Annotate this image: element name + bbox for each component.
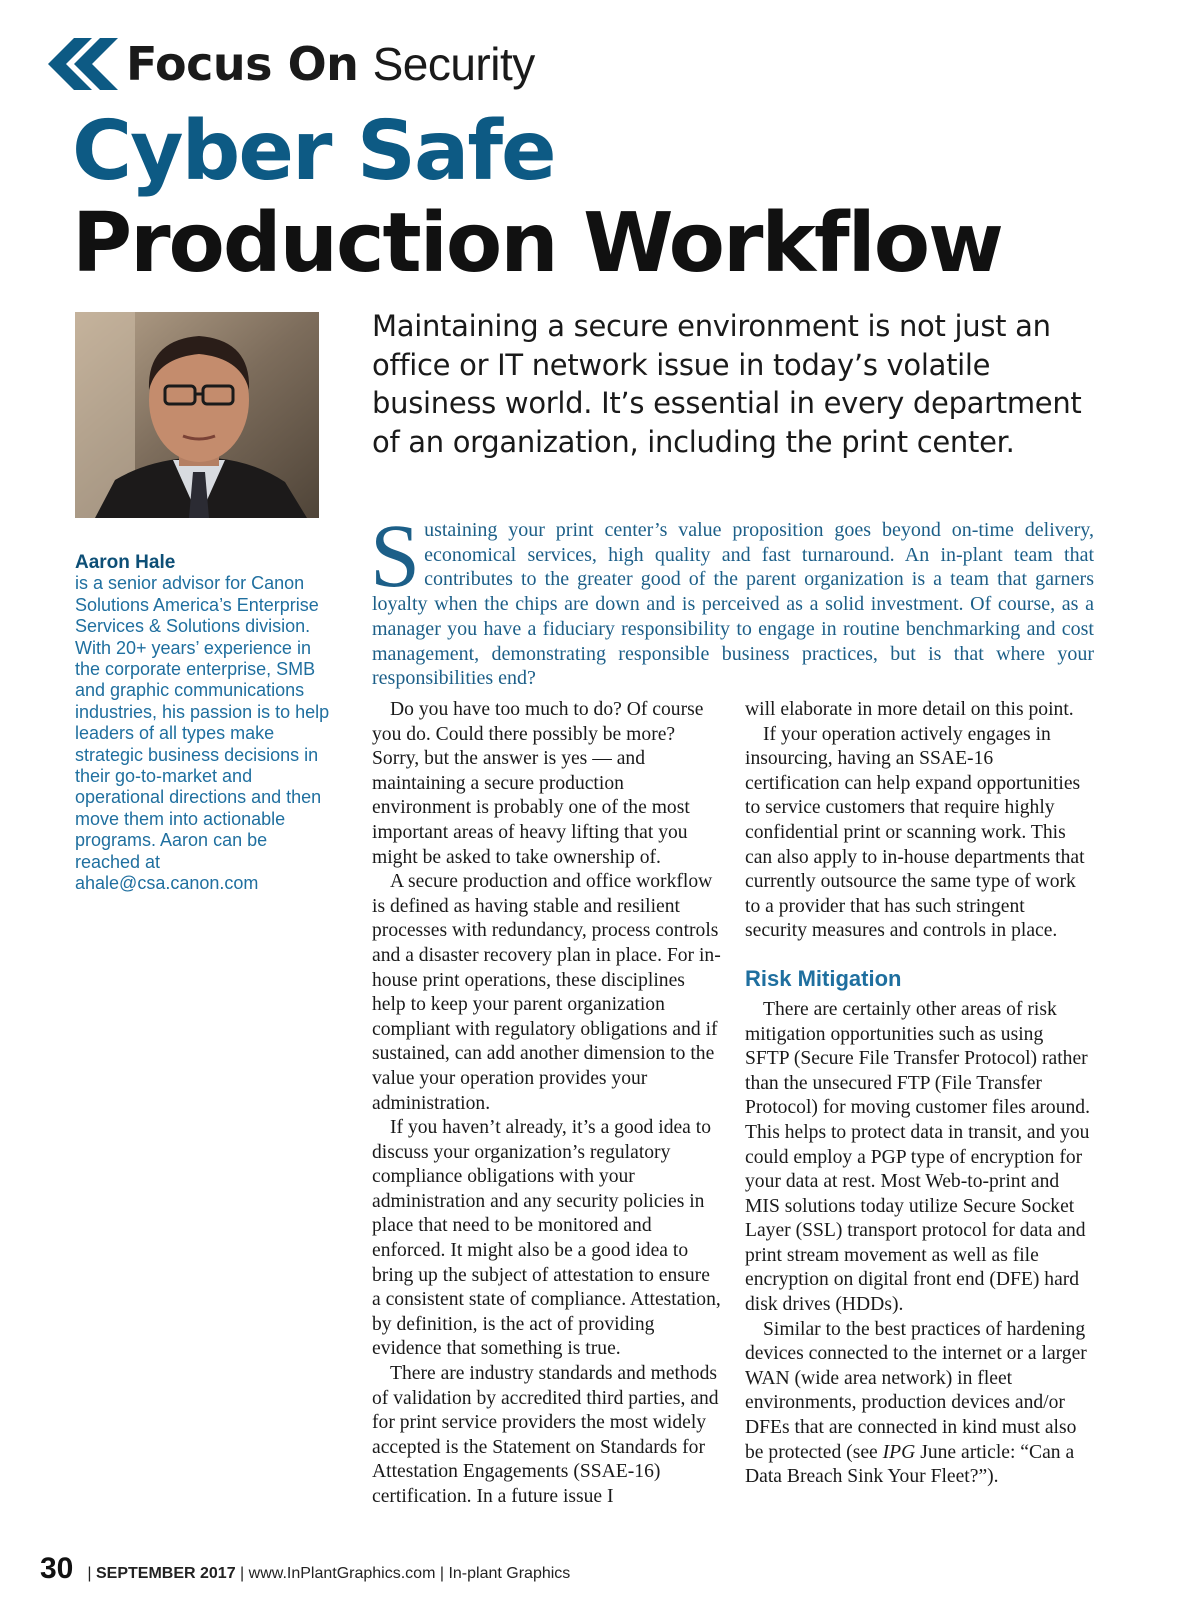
body-column-right [745,698,1091,1490]
body-paragraph: Do you have too much to do? Of course you do. Could there possibly be more? Sorry, but the answer is yes — and maintaining a secure production environment is probably one of the most important areas of heavy lifting that you might be asked to take ownership of. [372,699,704,868]
body-text: June article: “Can a Data Breach Sink Your Fleet?”). [745,1441,1075,1488]
body-paragraph: If your operation actively engages in insourcing, having an SSAE-16 certification can help expand opportunities to service customers that require highly confidential print or scanning work. This can also apply to in-house departments that currently outsource the same type of work to a provider that has such stringent security measures and controls in place. [745,723,1085,942]
drop-cap: S [370,507,421,606]
author-name: Aaron Hale [75,552,176,573]
subheading-risk-mitigation: Risk Mitigation [745,965,902,991]
body-paragraph: will elaborate in more detail on this point. [745,699,1074,720]
section-name-bold: Focus On [126,37,359,91]
body-paragraph [745,1318,1091,1490]
section-name [126,37,535,91]
body-paragraph: If you haven’t already, it’s a good idea to discuss your organization’s regulatory compliance obligations with your administration and any security policies in place that need to be monitored and enforced. It might also be a good idea to bring up the subject of attestation to ensure a consistent state of compliance. Attestation, by definition, is the act of providing evidence that something is true. [372,1117,721,1360]
double-chevron-left-icon [44,36,122,92]
author-bio-text: is a senior advisor for Canon Solutions America’s Enterprise Services & Solutions division. With 20+ years’ experience in the corporate enterprise, SMB and graphic communications industries, his passion is to help leaders of all types make strategic business decisions in their go-to-market and operational directions and then move them into actionable programs. Aaron can be reached at ahale@csa.canon.com [75,573,330,894]
issue-date: SEPTEMBER 2017 [95,1565,236,1582]
author-photo [75,312,319,518]
section-name-light: Security [372,38,535,90]
publication-name: In-plant Graphics [448,1565,571,1582]
body-paragraph: There are industry standards and methods of validation by accredited third parties, and for print service providers the most widely accepted is the Statement on Standards for Attestation Engagements (SSAE-16) certification. In a future issue I [372,1363,719,1507]
title-line-1: Cyber Safe [72,104,555,199]
page-number: 30 [40,1552,74,1585]
publication-abbrev: IPG [882,1441,916,1463]
body-column-left [372,698,722,1510]
article-title [72,106,1002,290]
lead-text: ustaining your print center’s value proposition goes beyond on-time delivery, economical services, high quality and fast turnaround. An in-plant team that contributes to the greater good of the parent organization is a team that garners loyalty when the chips are down and is perceived as a solid investment. Of course, as a manager you have a fiduciary responsibility to engage in routine benchmarking and cost management, demonstrating responsible business practices, but is that where your responsibilities end? [372,519,1094,690]
body-text: Similar to the best practices of hardening devices connected to the internet or a larger WAN (wide area network) in fleet environments, production devices and/or DFEs that are connected in kind must also be protected (see [745,1318,1087,1463]
lead-paragraph [370,507,1094,691]
section-header [44,34,535,94]
body-paragraph: A secure production and office workflow is defined as having stable and resilient processes with redundancy, process controls and a disaster recovery plan in place. For in-house print operations, these disciplines help to keep your parent organization compliant with regulatory obligations and if sustained, can add another dimension to the value your operation provides your administration. [372,871,721,1114]
footer-separator: | [240,1565,245,1582]
footer-separator: | [439,1565,444,1582]
body-paragraph: There are certainly other areas of risk mitigation opportunities such as using SFTP (Secure File Transfer Protocol) rather than the unsecured FTP (File Transfer Protocol) for moving customer files around. This helps to protect data in transit, and you could employ a PGP type of encryption for your data at rest. Most Web-to-print and MIS solutions today utilize Secure Socket Layer (SSL) transport protocol for data and print stream movement as well as file encryption on digital front end (DFE) hard disk drives (HDDs). [745,998,1090,1316]
title-line-2: Production Workflow [72,196,1002,291]
article-deck: Maintaining a secure environment is not just an office or IT network issue in today’s volatile business world. It’s essential in every department of an organization, including the print center. [372,309,1082,459]
footer-separator: | [87,1565,92,1582]
footer-text [87,1565,570,1583]
page-footer [40,1552,570,1586]
author-bio [75,552,335,895]
website-link[interactable]: www.InPlantGraphics.com [248,1565,436,1582]
